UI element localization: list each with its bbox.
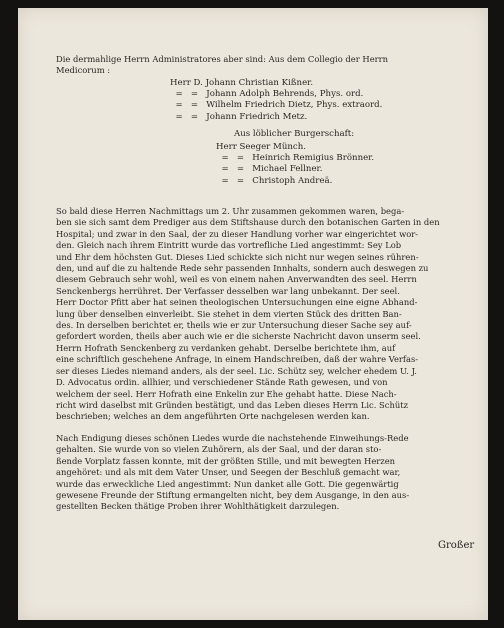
text-line: Nach Endigung dieses schönen Liedes wurde die nachstehende Einweihungs-Rede	[56, 433, 409, 443]
name-line: = = Wilhelm Friedrich Dietz, Phys. extraord.	[170, 100, 383, 111]
text-line: richt wird daselbst mit Gründen bestätigt, und das Leben dieses Herrn Lic. Schütz	[56, 399, 409, 410]
text-line: Senckenbergs herrühret. Der Verfasser desselben war lang unbekannt. Der seel.	[56, 285, 400, 296]
name-line: = = Heinrich Remigius Brönner.	[216, 153, 375, 164]
text-line: den, und auf die zu haltende Rede sehr passenden Innhalts, sondern auch deswegen zu	[56, 263, 429, 274]
text-line: beschrieben; welches an dem angeführten Orte nachgelesen werden kan.	[56, 411, 370, 422]
paragraph-dedication	[56, 206, 466, 423]
intro-line: Medicorum :	[56, 65, 111, 76]
text-line: den. Gleich nach ihrem Eintritt wurde das vortrefliche Lied angestimmt: Sey Lob	[56, 240, 402, 251]
text-line: und Ehr dem höchsten Gut. Dieses Lied schickte sich nicht nur wegen seines rühren-	[56, 251, 419, 262]
text-line: gefordert worden, theils aber auch wie er die sicherste Nachricht davon unserm seel.	[56, 331, 421, 342]
text-line: ßende Vorplatz fassen konnte, mit der größten Stille, und mit bewegten Herzen	[56, 455, 396, 466]
catchword: Großer	[438, 540, 475, 551]
intro-line: Die dermahlige Herrn Administratores aber sind: Aus dem Collegio der Herrn	[56, 54, 389, 64]
name-line: = = Christoph Andreä.	[216, 175, 333, 186]
text-line: D. Advocatus ordin. allhier, und verschiedener Stände Rath gewesen, und von	[56, 377, 388, 388]
text-line: eine schriftlich geschehene Anfrage, in einem Handschreiben, daß der wahre Verfas-	[56, 354, 419, 365]
text-line: wurde das erweckliche Lied angestimmt: Nun danket alle Gott. Die gegenwärtig	[56, 478, 399, 489]
text-line: ben sie sich samt dem Prediger aus dem Stiftshause durch den botanischen Garten in den	[56, 217, 440, 228]
text-line: des. In derselben berichtet er, theils wie er zur Untersuchung dieser Sache sey auf-	[56, 320, 412, 331]
text-line: Hospital; und zwar in den Saal, der zu dieser Handlung vorher war eingerichtet wor-	[56, 228, 419, 239]
name-line: Herr D. Johann Christian Kißner.	[170, 78, 314, 88]
name-line: = = Michael Fellner.	[216, 164, 323, 175]
document-page	[18, 8, 488, 620]
text-line: So bald diese Herren Nachmittags um 2. Uhr zusammen gekommen waren, bega-	[56, 206, 405, 216]
text-line: angehöret: und als mit dem Vater Unser, und Seegen der Beschluß gemacht war,	[56, 467, 401, 478]
text-line: gestellten Becken thätige Proben ihrer Wohlthätigkeit darzulegen.	[56, 501, 340, 512]
buerger-list	[216, 142, 374, 187]
text-line: Herrn Hofrath Senckenberg zu verdanken gehabt. Derselbe berichtete ihm, auf	[56, 342, 396, 353]
intro-text	[56, 54, 466, 77]
medici-list	[170, 78, 382, 123]
text-line: gehalten. Sie wurde von so vielen Zuhörern, als der Saal, und der daran sto-	[56, 444, 382, 455]
buerger-heading: Aus löblicher Burgerschaft:	[234, 129, 355, 139]
name-line: = = Johann Adolph Behrends, Phys. ord.	[170, 89, 364, 100]
name-line: = = Johann Friedrich Metz.	[170, 111, 308, 122]
name-line: Herr Seeger Münch.	[216, 142, 306, 152]
paragraph-conclusion	[56, 433, 466, 513]
text-line: ser dieses Liedes niemand anders, als der seel. Lic. Schütz sey, welcher ehedem U. J.	[56, 365, 417, 376]
text-line: welchem der seel. Herr Hofrath eine Enkelin zur Ehe gehabt hatte. Diese Nach-	[56, 388, 397, 399]
text-line: lung über denselben einverleibt. Sie stehet in dem vierten Stück des dritten Ban-	[56, 308, 402, 319]
text-line: gewesene Freunde der Stiftung ermangelten nicht, bey dem Ausgange, in den aus-	[56, 490, 410, 501]
text-line: Herr Doctor Pfitt aber hat seinen theologischen Untersuchungen eine eigne Abhand-	[56, 297, 418, 308]
text-line: diesem Gebrauch sehr wohl, weil es von einem nahen Anverwandten des seel. Herrn	[56, 274, 417, 285]
